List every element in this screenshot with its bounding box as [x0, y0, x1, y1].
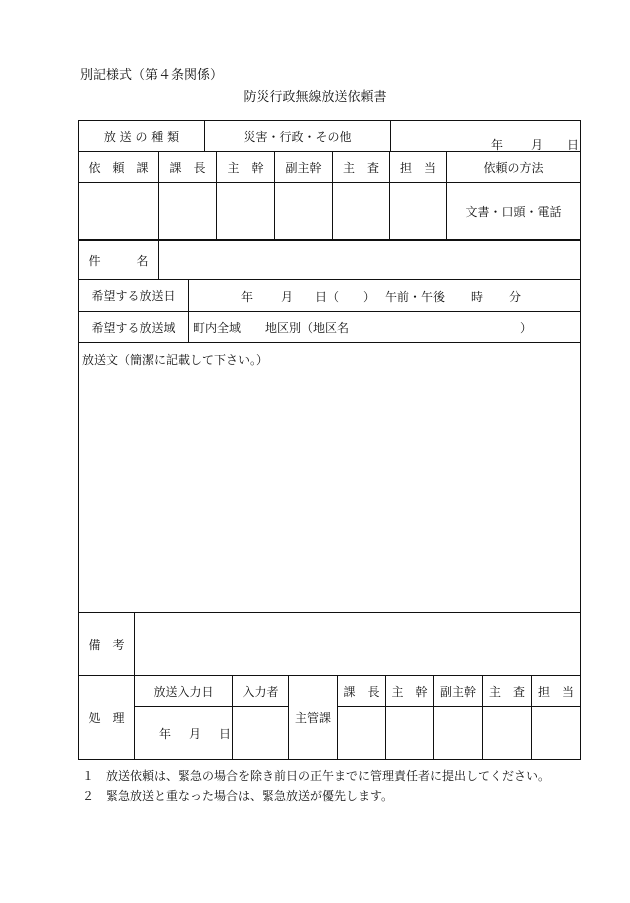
desired-date-ampm[interactable]: 午前・午後 [385, 289, 446, 304]
proc-chief-staff-stamp[interactable] [386, 707, 434, 760]
requesting-dept-label: 依 頼 課 [79, 152, 159, 183]
desired-area-field[interactable] [189, 312, 581, 343]
subject-label: 件 名 [79, 241, 159, 280]
request-date-year: 年 [491, 138, 504, 152]
chief-staff-label: 主 幹 [217, 152, 275, 183]
processing-table [78, 612, 581, 760]
broadcast-type-label: 放 送 の 種 類 [79, 121, 205, 152]
chief-clerk-stamp[interactable] [333, 183, 390, 240]
request-method-options[interactable]: 文書・口頭・電話 [447, 183, 581, 240]
desired-date-label: 希望する放送日 [79, 280, 189, 312]
chief-staff-stamp[interactable] [217, 183, 275, 240]
requesting-dept-field[interactable] [79, 183, 159, 240]
desired-date-weekday-close: ） [363, 289, 376, 304]
desired-date-year: 年 [241, 289, 254, 304]
details-table [78, 240, 581, 613]
proc-chief-clerk-label: 主 査 [483, 676, 532, 707]
desired-date-minute: 分 [509, 289, 522, 304]
proc-deputy-chief-staff-stamp[interactable] [434, 707, 483, 760]
type-date-table [78, 120, 581, 152]
dept-label: 主管課 [289, 676, 338, 760]
input-date-field[interactable] [135, 707, 233, 760]
request-method-label: 依頼の方法 [447, 152, 581, 183]
proc-person-in-charge-label: 担 当 [532, 676, 581, 707]
proc-chief-clerk-stamp[interactable] [483, 707, 532, 760]
desired-date-hour: 時 [471, 289, 484, 304]
proc-person-in-charge-stamp[interactable] [532, 707, 581, 760]
input-date-label: 放送入力日 [135, 676, 233, 707]
input-by-label: 入力者 [233, 676, 289, 707]
input-by-field[interactable] [233, 707, 289, 760]
broadcast-type-options[interactable]: 災害・行政・その他 [205, 121, 391, 152]
remarks-label: 備 考 [79, 613, 135, 676]
approval-table [78, 151, 581, 240]
person-in-charge-label: 担 当 [390, 152, 447, 183]
form-reference: 別記様式（第４条関係） [80, 68, 224, 83]
chief-clerk-label: 主 査 [333, 152, 390, 183]
deputy-chief-staff-label: 副主幹 [275, 152, 333, 183]
processing-label: 処 理 [79, 676, 135, 760]
input-date-month: 月 [189, 727, 202, 741]
form-title: 防災行政無線放送依頼書 [243, 90, 387, 105]
request-date-month: 月 [531, 138, 544, 152]
desired-area-by-district[interactable]: 地区別（地区名 [265, 321, 350, 335]
desired-area-whole-town[interactable]: 町内全域 [193, 321, 242, 335]
note-1: １ 放送依頼は、緊急の場合を除き前日の正午までに管理責任者に提出してください。 [82, 769, 551, 783]
proc-section-chief-stamp[interactable] [338, 707, 386, 760]
section-chief-stamp[interactable] [159, 183, 217, 240]
desired-date-month: 月 [281, 289, 294, 304]
request-date-day: 日 [567, 138, 580, 152]
note-2: ２ 緊急放送と重なった場合は、緊急放送が優先します。 [82, 789, 394, 803]
notes [82, 766, 550, 806]
desired-area-close: ） [520, 321, 533, 335]
proc-deputy-chief-staff-label: 副主幹 [434, 676, 483, 707]
proc-section-chief-label: 課 長 [338, 676, 386, 707]
desired-date-field[interactable] [189, 280, 581, 312]
desired-date-day: 日（ [315, 289, 340, 304]
subject-field[interactable] [159, 241, 581, 280]
broadcast-text-field[interactable] [79, 343, 581, 613]
remarks-field[interactable] [135, 613, 581, 676]
input-date-day: 日 [219, 727, 232, 741]
section-chief-label: 課 長 [159, 152, 217, 183]
broadcast-text-label: 放送文（簡潔に記載して下さい。） [82, 353, 269, 367]
person-in-charge-stamp[interactable] [390, 183, 447, 240]
proc-chief-staff-label: 主 幹 [386, 676, 434, 707]
desired-area-label: 希望する放送域 [79, 312, 189, 343]
deputy-chief-staff-stamp[interactable] [275, 183, 333, 240]
input-date-year: 年 [159, 727, 172, 741]
request-date-field[interactable] [391, 121, 581, 152]
